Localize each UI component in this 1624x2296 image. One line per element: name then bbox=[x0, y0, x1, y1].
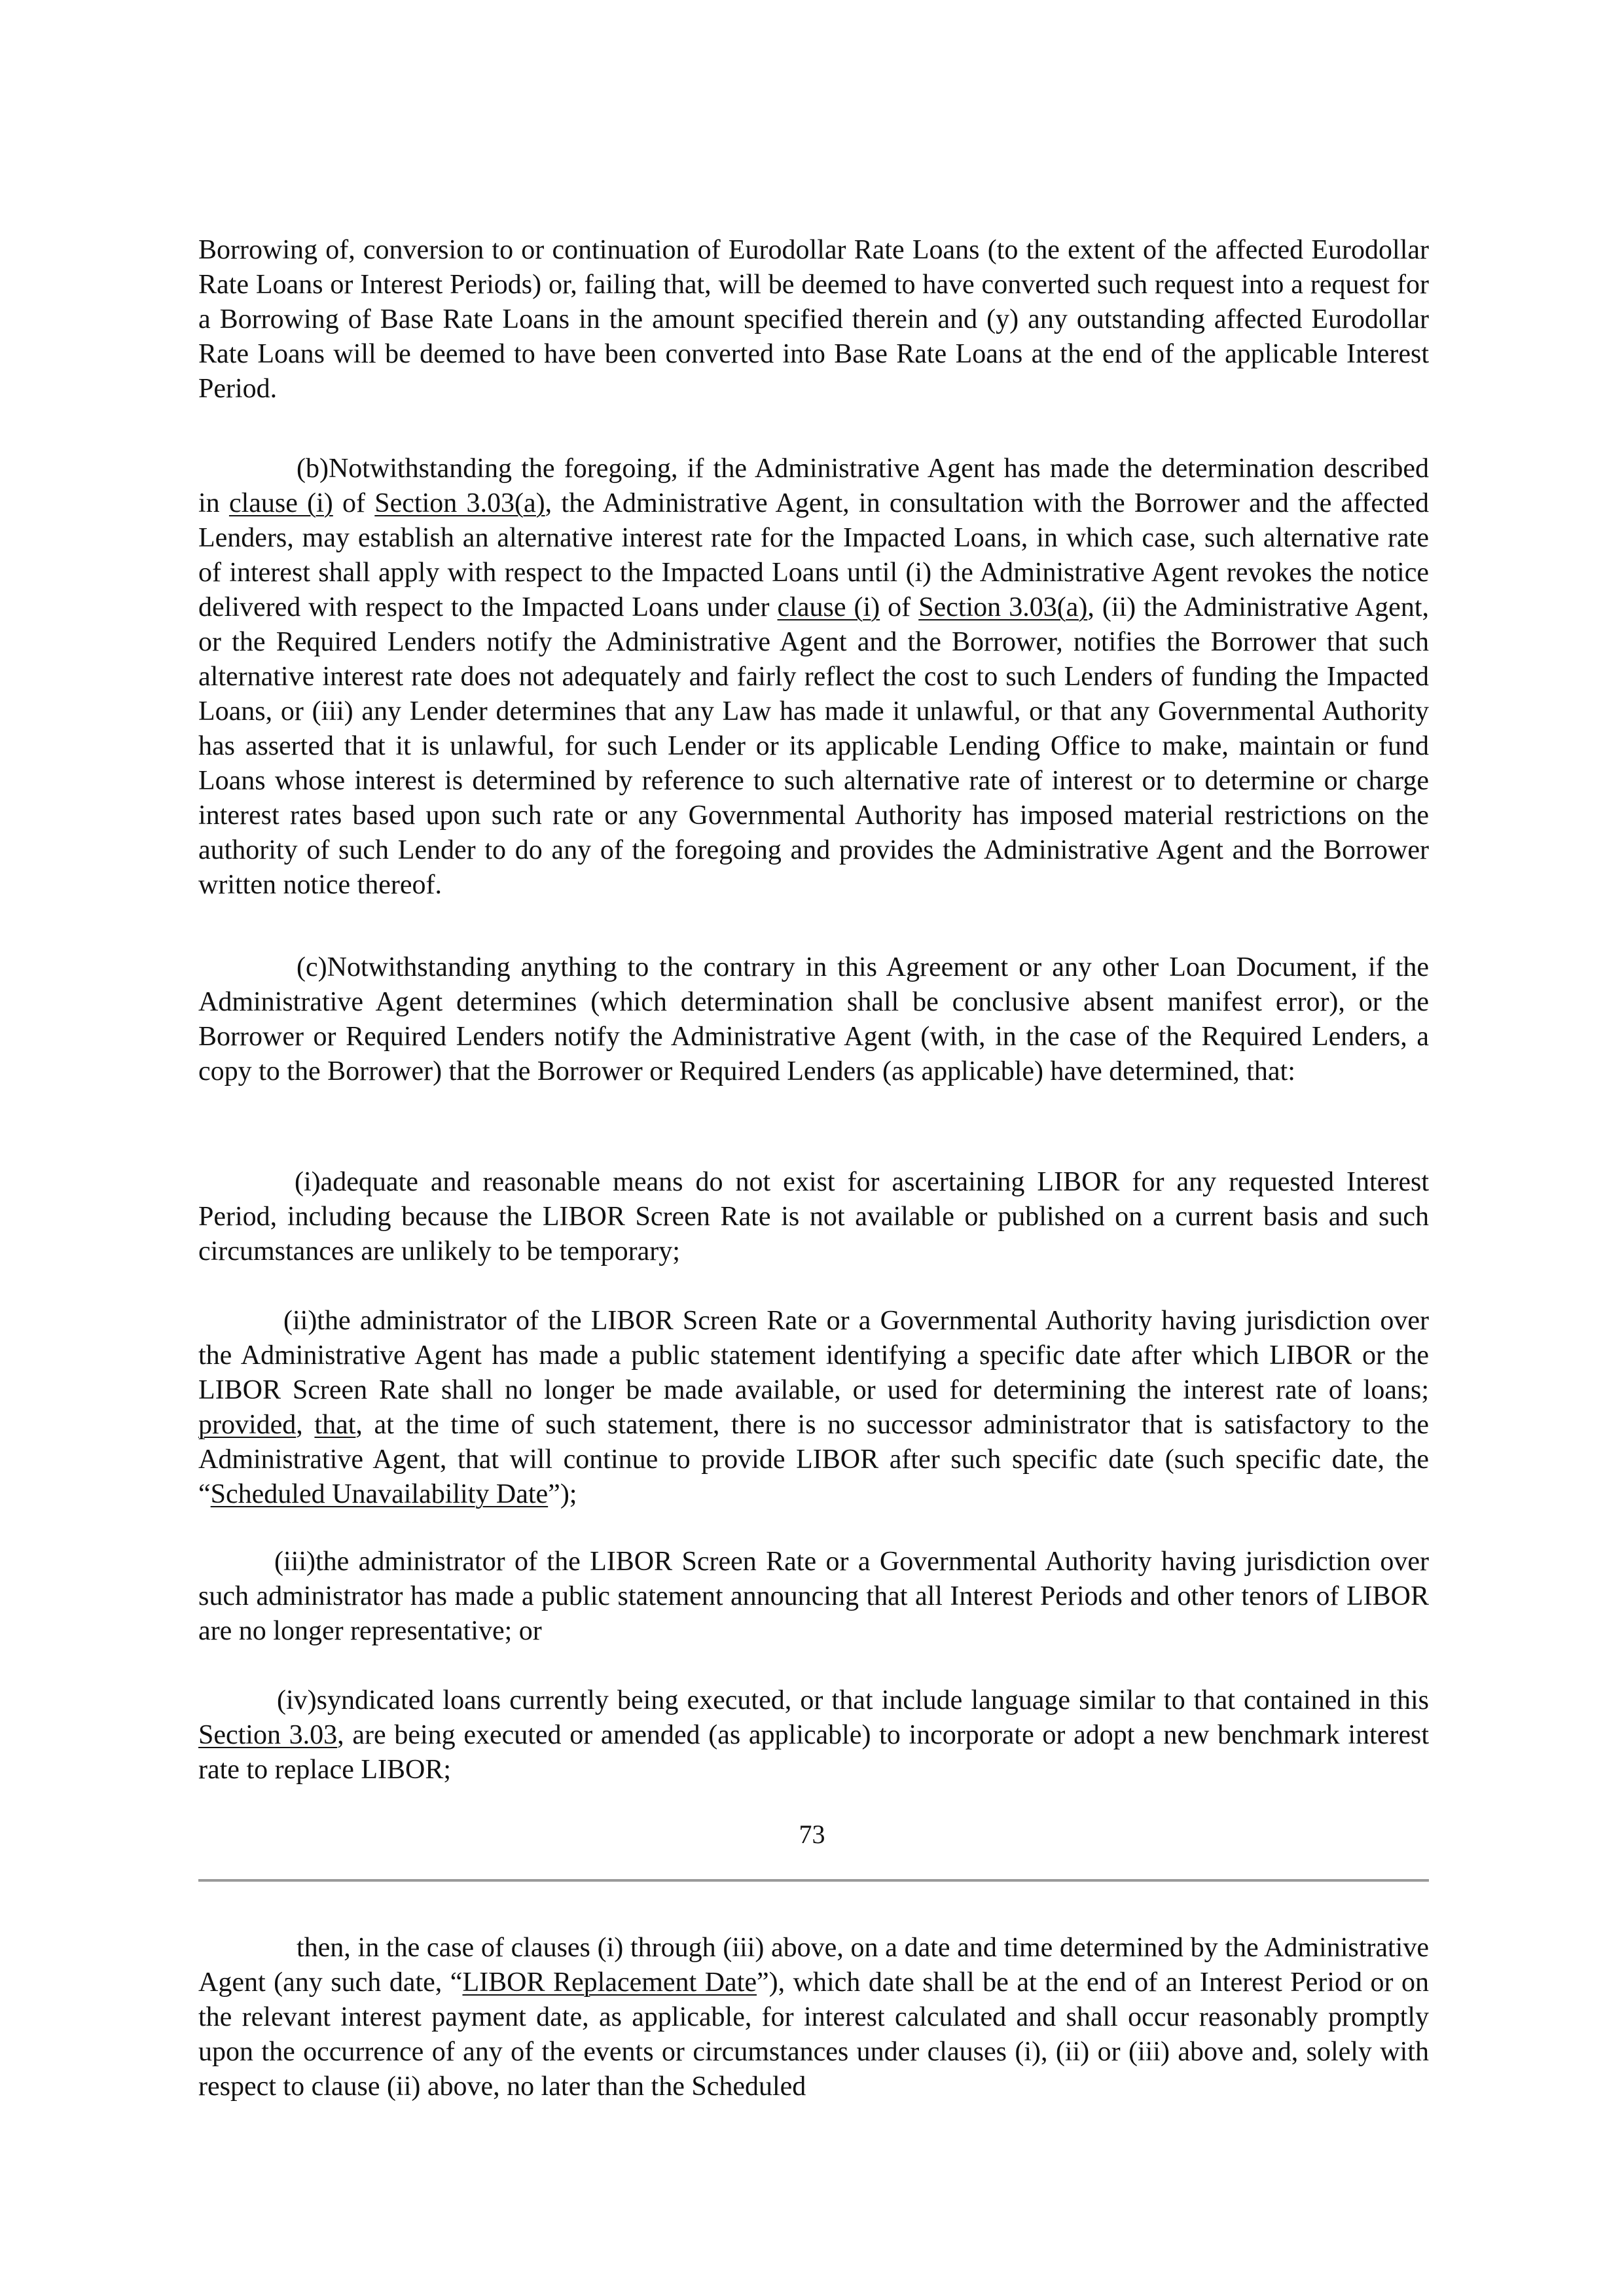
text-run: ”), which date shall be at the end of an Interest Period or on the relevant interest payment date, as applicable, for interest calculated and shall occur reasonably promptly upon the occurrence of any of the events or circumstances under clauses (i), (ii) or (iii) above and, solely with respect to clause (ii) above, no later than the Scheduled bbox=[198, 1967, 1429, 2102]
text-run: of bbox=[333, 488, 375, 518]
paragraph-then bbox=[198, 1931, 1429, 2104]
defined-term: provided bbox=[198, 1410, 297, 1440]
text-run: (iv)syndicated loans currently being executed, or that include language similar to that contained in this bbox=[277, 1685, 1429, 1715]
cross-reference-link[interactable]: clause (i) bbox=[777, 592, 880, 622]
list-item-iv bbox=[198, 1683, 1429, 1787]
text-run: , bbox=[296, 1410, 315, 1440]
cross-reference-link[interactable]: Section 3.03(a) bbox=[374, 488, 545, 518]
list-item-ii bbox=[198, 1304, 1429, 1512]
page-number: 73 bbox=[799, 1820, 825, 1849]
list-item-i: (i)adequate and reasonable means do not exist for ascertaining LIBOR for any requested Interest Period, including because the LIBOR Screen Rate is not available or published on a current basis and such circumstances are unlikely to be temporary; bbox=[198, 1167, 1429, 1266]
text-run: , the Administrative Agent, in consultation with the Borrower and the affected Lenders, may establish an alternative interest rate for the Impacted Loans, in which case, such alternative rate of interest shall apply with respect to the Impacted Loans until (i) the Administrative Agent revokes the notice delivered with respect to the Impacted Loans under bbox=[198, 488, 1430, 622]
defined-term: LIBOR Replacement Date bbox=[462, 1967, 757, 1998]
defined-term: Scheduled Unavailability Date bbox=[210, 1479, 549, 1509]
cross-reference-link[interactable]: Section 3.03(a) bbox=[918, 592, 1088, 622]
text-run: then, in the case of clauses (i) through (iii) above, on a date and time determined by the Administrative Agent (any such date, “ bbox=[198, 1933, 1429, 1998]
paragraph-continuation: Borrowing of, conversion to or continuation of Eurodollar Rate Loans (to the extent of the affected Eurodollar Rate Loans or Interest Periods) or, failing that, will be deemed to have converted such request into a request for a Borrowing of Base Rate Loans in the amount specified therein and (y) any outstanding affected Eurodollar Rate Loans will be deemed to have been converted into Base Rate Loans at the end of the applicable Interest Period. bbox=[198, 235, 1429, 404]
paragraph-c: (c)Notwithstanding anything to the contrary in this Agreement or any other Loan Document, if the Administrative Agent determines (which determination shall be conclusive absent manifest error), or the Borrower or Required Lenders notify the Administrative Agent (with, in the case of the Required Lenders, a copy to the Borrower) that the Borrower or Required Lenders (as applicable) have determined, that: bbox=[198, 952, 1429, 1086]
page-divider bbox=[198, 1879, 1429, 1882]
text-run: , (ii) the Administrative Agent, or the Required Lenders notify the Administrative Agent and the Borrower, notifies the Borrower that such alternative interest rate does not adequately and fairly reflect the cost to such Lenders of funding the Impacted Loans, or (iii) any Lender determines that any Law has made it unlawful, or that any Governmental Authority has asserted that it is unlawful, for such Lender or its applicable Lending Office to make, maintain or fund Loans whose interest is determined by reference to such alternative rate of interest or to determine or charge interest rates based upon such rate or any Governmental Authority has imposed material restrictions on the authority of such Lender to do any of the foregoing and provides the Administrative Agent and the Borrower written notice thereof. bbox=[198, 592, 1429, 900]
text-run: , are being executed or amended (as applicable) to incorporate or adopt a new benchmark interest rate to replace LIBOR; bbox=[198, 1720, 1429, 1785]
paragraph-b bbox=[198, 452, 1429, 903]
text-run: ”); bbox=[548, 1479, 577, 1509]
cross-reference-link[interactable]: Section 3.03 bbox=[198, 1720, 338, 1750]
cross-reference-link[interactable]: clause (i) bbox=[228, 488, 333, 518]
text-run: , at the time of such statement, there is no successor administrator that is satisfactory to the Administrative Agent, that will continue to provide LIBOR after such specific date (such specific date, the “ bbox=[198, 1410, 1429, 1509]
defined-term: that bbox=[314, 1410, 356, 1440]
text-run: (b)Notwithstanding the foregoing, if the Administrative Agent has made the determination described in bbox=[198, 454, 1429, 518]
list-item-iii: (iii)the administrator of the LIBOR Screen Rate or a Governmental Authority having jurisdiction over such administrator has made a public statement announcing that all Interest Periods and other tenors of LIBOR are no longer representative; or bbox=[198, 1547, 1429, 1646]
text-run: (ii)the administrator of the LIBOR Screen Rate or a Governmental Authority having jurisdiction over the Administrative Agent has made a public statement identifying a specific date after which LIBOR or the LIBOR Screen Rate shall no longer be made available, or used for determining the interest rate of loans; bbox=[198, 1306, 1429, 1405]
text-run: of bbox=[880, 592, 919, 622]
